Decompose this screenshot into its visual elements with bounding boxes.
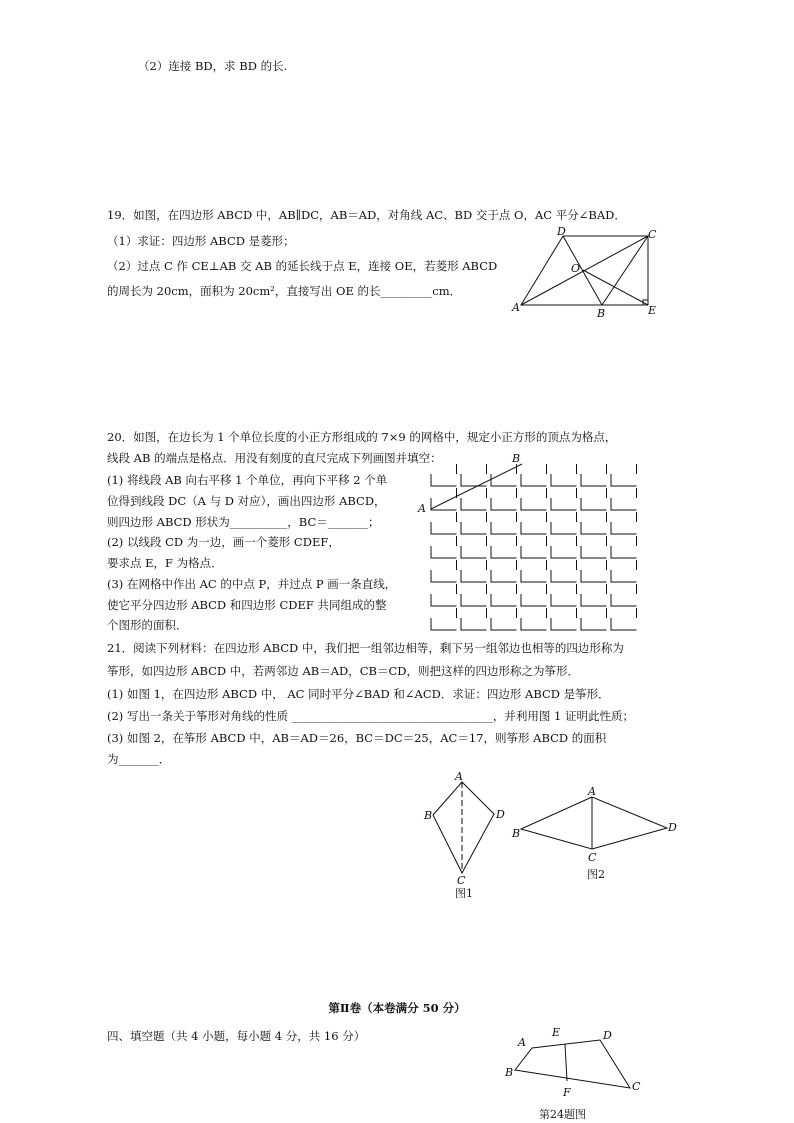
q24-label-f: F — [563, 1086, 571, 1099]
q21-part3-cont: 为_______． — [107, 752, 171, 766]
q19-label-e: E — [648, 304, 657, 317]
q21-fig2-label-a: A — [588, 785, 596, 798]
q20-part2-cont: 要求点 E，F 为格点． — [107, 556, 223, 570]
q21-fig1-label-a: A — [455, 770, 463, 783]
section-fill-in-title: 四、填空题（共 4 小题，每小题 4 分，共 16 分） — [107, 1029, 366, 1043]
q19-label-o: O — [571, 262, 581, 275]
q21-stem-cont: 筝形，如四边形 ABCD 中，若两邻边 AB＝AD，CB＝CD，则把这样的四边形称之为筝形． — [107, 664, 580, 678]
q20-part1: (1) 将线段 AB 向右平移 1 个单位，再向下平移 2 个单 — [107, 473, 388, 487]
q18-part2: （2）连接 BD，求 BD 的长. — [138, 59, 288, 73]
q24-caption: 第24题图 — [539, 1108, 586, 1121]
q20-part2: (2) 以线段 CD 为一边，画一个菱形 CDEF， — [107, 535, 340, 549]
q19-label-c: C — [648, 228, 657, 241]
q21-fig1-label-d: D — [496, 808, 505, 821]
q21-fig2-label-b: B — [512, 827, 521, 840]
q19-label-d: D — [557, 225, 566, 238]
q24-label-a: A — [518, 1036, 526, 1049]
q21-stem: 21．阅读下列材料：在四边形 ABCD 中，我们把一组邻边相等，剩下另一组邻边也相等的四边形称为 — [107, 641, 624, 655]
q20-part1-cont: 位得到线段 DC（A 与 D 对应），画出四边形 ABCD， — [107, 494, 386, 508]
q19-part2: （2）过点 C 作 CE⊥AB 交 AB 的延长线于点 E，连接 OE，若菱形 ABCD — [107, 259, 498, 273]
q21-fig2-label-c: C — [588, 851, 597, 864]
q19-part1: （1）求证：四边形 ABCD 是菱形； — [107, 234, 295, 248]
q20-part3: (3) 在网格中作出 AC 的中点 P，并过点 P 画一条直线， — [107, 577, 397, 591]
q19-part2-cont: 的周长为 20cm，面积为 20cm²，直接写出 OE 的长_________cm． — [107, 284, 462, 298]
q20-part1-fill: 则四边形 ABCD 形状为__________，BC＝_______； — [107, 515, 380, 529]
q24-label-d: D — [603, 1029, 612, 1042]
q21-part3: (3) 如图 2，在筝形 ABCD 中，AB＝AD＝26，BC＝DC＝25，AC＝17，则筝形 ABCD 的面积 — [107, 731, 607, 745]
q20-stem-cont: 线段 AB 的端点是格点．用没有刻度的直尺完成下列画图并填空： — [107, 451, 442, 465]
q20-label-b: B — [512, 452, 521, 465]
q24-label-c: C — [632, 1080, 641, 1093]
q19-stem: 19．如图，在四边形 ABCD 中，AB∥DC，AB＝AD，对角线 AC、BD 交于点 O，AC 平分∠BAD． — [107, 208, 626, 222]
part2-heading: 第Ⅱ卷（本卷满分 50 分） — [328, 1001, 466, 1015]
q20-label-a: A — [418, 502, 426, 515]
q21-fig1-caption: 图1 — [455, 887, 473, 900]
q24-label-b: B — [505, 1066, 514, 1079]
q21-part2: (2) 写出一条关于筝形对角线的性质 ___________________________________，并利用图 1 证明此性质； — [107, 709, 634, 723]
q24-label-e: E — [552, 1026, 561, 1039]
q20-stem: 20．如图，在边长为 1 个单位长度的小正方形组成的 7×9 的网格中，规定小正方形的顶点为格点， — [107, 430, 617, 444]
q21-part1: (1) 如图 1，在四边形 ABCD 中， AC 同时平分∠BAD 和∠ACD．求证：四边形 ABCD 是筝形． — [107, 687, 610, 701]
q21-fig1-label-c: C — [457, 874, 466, 887]
q21-fig2-label-d: D — [668, 821, 677, 834]
q19-label-b: B — [597, 307, 606, 320]
q20-part3-cont: 使它平分四边形 ABCD 和四边形 CDEF 共同组成的整 — [107, 598, 387, 612]
q21-fig1-label-b: B — [424, 809, 433, 822]
q21-fig2-caption: 图2 — [587, 868, 605, 881]
q19-label-a: A — [512, 301, 520, 314]
q20-part3-cont2: 个图形的面积． — [107, 618, 188, 632]
